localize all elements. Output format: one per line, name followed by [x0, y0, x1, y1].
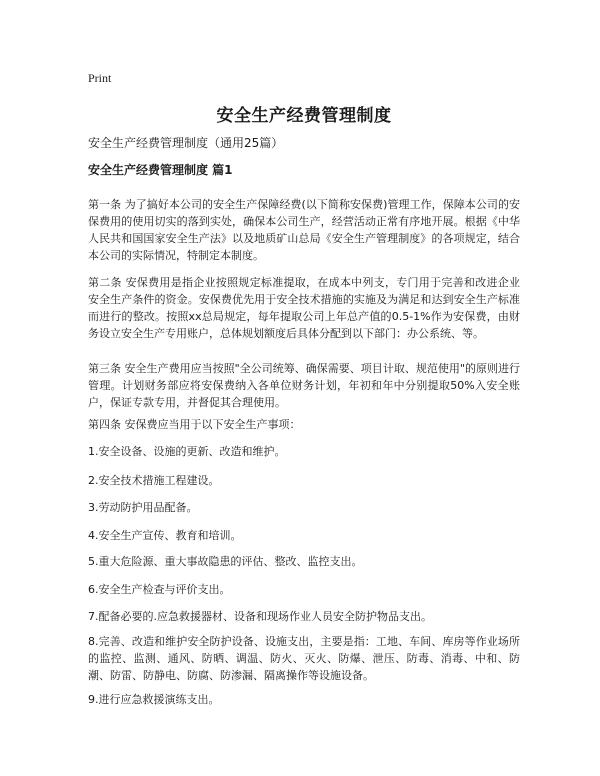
list-item: 2.安全技术措施工程建设。: [88, 474, 220, 487]
list-item: 4.安全生产宣传、教育和培训。: [88, 529, 242, 542]
list-item: 6.安全生产检查与评价支出。: [88, 583, 231, 596]
page-title: 安全生产经费管理制度: [216, 106, 392, 126]
list-item: 3.劳动防护用品配备。: [88, 501, 198, 514]
paragraph-article-2: 第二条 安保费用是指企业按照规定标准提取，在成本中列支，专门用于完善和改进企业安全生产条件的资金。安保费优先用于安全技术措施的实施及为满足和达到安全生产标准而进行的整改。按照xx总局规定，每年提取公司上年总产值的0.5-1%作为安保费，由财务设立安全生产专用账户，总体规划额度后具体分配到以下部门：办公系统、等。: [88, 276, 520, 340]
document-subtitle: 安全生产经费管理制度（通用25篇）: [88, 136, 284, 150]
paragraph-article-4: 第四条 安保费应当用于以下安全生产事项：: [88, 418, 301, 431]
list-item: 9.进行应急救援演练支出。: [88, 693, 220, 706]
list-item: 8.完善、改造和维护安全防护设备、设施支出，主要是指：工地、车间、库房等作业场所的监控、监测、通风、防晒、调温、防火、灭火、防爆、泄压、防毒、消毒、中和、防潮、防雷、防静电、防腐、防渗漏、隔离操作等设施设备。: [88, 635, 520, 682]
list-item: 5.重大危险源、重大事故隐患的评估、整改、监控支出。: [88, 555, 363, 568]
list-item: 1.安全设备、设施的更新、改造和维护。: [88, 445, 286, 458]
list-item: 7.配备必要的.应急救援器材、设备和现场作业人员安全防护物品支出。: [88, 610, 432, 623]
section-heading: 安全生产经费管理制度 篇1: [88, 163, 233, 177]
paragraph-article-1: 第一条 为了搞好本公司的安全生产保障经费(以下简称安保费)管理工作，保障本公司的安保费用的使用切实的落到实处，确保本公司生产，经营活动正常有序地开展。根据《中华人民共和国国家安全生产法》以及地质矿山总局《安全生产管理制度》的各项规定，结合本公司的实际情况，特制定本制度。: [88, 198, 520, 262]
paragraph-article-3: 第三条 安全生产费用应当按照"全公司统筹、确保需要、项目计取、规范使用"的原则进行管理。计划财务部应将安保费纳入各单位财务计划，年初和年中分别提取50%入安全账户，保证专款专用，并督促其合理使用。: [88, 362, 520, 409]
print-label[interactable]: Print: [88, 71, 112, 85]
